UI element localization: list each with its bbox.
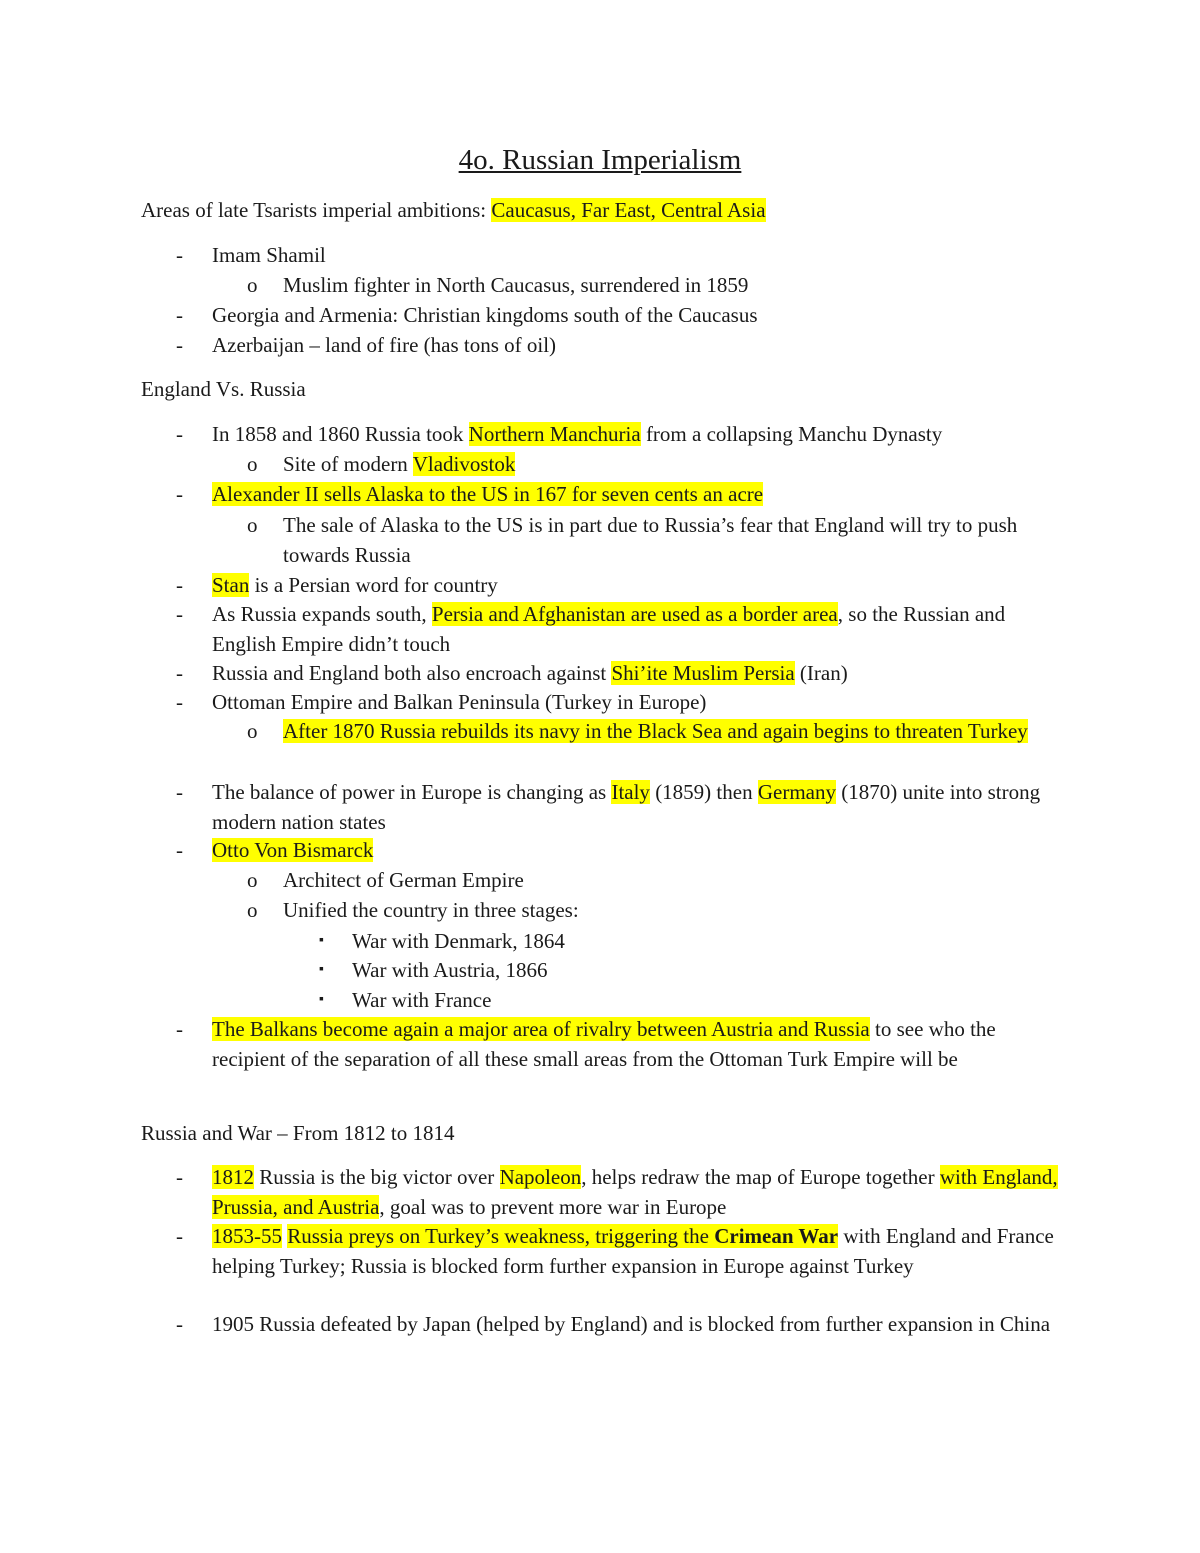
- text: , goal was to prevent more war in Europe: [379, 1195, 727, 1219]
- highlight: with England, Prussia, and Austria: [212, 1165, 1058, 1219]
- list-item: Azerbaijan – land of fire (has tons of oil): [212, 333, 557, 357]
- list-item: 1905 Russia defeated by Japan (helped by England) and is blocked from further expansion in China: [212, 1312, 1051, 1336]
- highlight: Northern Manchuria: [468, 422, 641, 446]
- list-item: [212, 1221, 1062, 1281]
- bullet-circle: o: [247, 452, 258, 476]
- bullet-dash: -: [176, 573, 183, 597]
- bullet-dash: -: [176, 661, 183, 685]
- list-item: Georgia and Armenia: Christian kingdoms south of the Caucasus: [212, 303, 758, 327]
- text: is a Persian word for country: [249, 573, 498, 597]
- bullet-dash: -: [176, 1165, 183, 1189]
- text: (1859) then: [649, 780, 758, 804]
- text: (1870) unite into strong modern nation states: [212, 780, 1041, 834]
- list-item: [212, 599, 1062, 659]
- text: to see who the recipient of the separation of all these small areas from the Ottoman Turk Empire will be: [212, 1017, 996, 1071]
- highlight: Russia preys on Turkey’s weakness, triggering the: [287, 1224, 715, 1248]
- bullet-circle: o: [247, 868, 258, 892]
- bullet-square: ▪: [319, 992, 324, 1007]
- highlight: Shi’ite Muslim Persia: [611, 661, 795, 685]
- text: , helps redraw the map of Europe together: [581, 1165, 940, 1189]
- bullet-dash: -: [176, 422, 183, 446]
- bullet-square: ▪: [319, 933, 324, 948]
- section-intro: [141, 195, 1081, 225]
- sub-list-item: Unified the country in three stages:: [283, 898, 579, 922]
- sub-list-item: The sale of Alaska to the US is in part due to Russia’s fear that England will try to push towards Russia: [283, 513, 1018, 567]
- list-item: [212, 1014, 1062, 1074]
- text: In 1858 and 1860 Russia took: [212, 422, 469, 446]
- section-heading: England Vs. Russia: [141, 377, 306, 401]
- text: with England and France helping Turkey; Russia is blocked form further expansion in Europe against Turkey: [212, 1224, 1054, 1278]
- section-heading: Russia and War – From 1812 to 1814: [141, 1121, 455, 1145]
- list-item: [212, 1162, 1062, 1222]
- sub-list-item: [283, 449, 1063, 479]
- list-item: Imam Shamil: [212, 243, 326, 267]
- highlight: Persia and Afghanistan are used as a border area: [431, 602, 838, 626]
- list-item: [212, 777, 1062, 837]
- highlight: Vladivostok: [412, 452, 516, 476]
- bullet-dash: -: [176, 333, 183, 357]
- intro-text: Areas of late Tsarists imperial ambitions:: [141, 198, 492, 222]
- sub-sub-list-item: War with Denmark, 1864: [352, 929, 565, 953]
- highlight: Stan: [212, 573, 250, 597]
- highlight: Napoleon: [499, 1165, 582, 1189]
- text: (Iran): [794, 661, 848, 685]
- text: Site of modern: [283, 452, 413, 476]
- bullet-dash: -: [176, 1224, 183, 1248]
- text: , so the Russian and English Empire didn’t touch: [212, 602, 1006, 656]
- highlight: The Balkans become again a major area of rivalry between Austria and Russia: [212, 1017, 870, 1041]
- list-item: [212, 479, 1062, 509]
- list-item: [212, 419, 1062, 449]
- bullet-circle: o: [247, 719, 258, 743]
- list-item: Ottoman Empire and Balkan Peninsula (Turkey in Europe): [212, 690, 707, 714]
- page-title: 4o. Russian Imperialism: [458, 144, 742, 176]
- sub-list-item: [283, 716, 1063, 746]
- highlight: Alexander II sells Alaska to the US in 167 for seven cents an acre: [212, 482, 764, 506]
- highlight: After 1870 Russia rebuilds its navy in the Black Sea and again begins to threaten Turkey: [283, 719, 1028, 743]
- bullet-dash: -: [176, 482, 183, 506]
- sub-list-item: Architect of German Empire: [283, 868, 524, 892]
- bullet-dash: -: [176, 1312, 183, 1336]
- list-item: [212, 658, 1062, 688]
- highlight-bold: Crimean War: [714, 1224, 839, 1248]
- text: As Russia expands south,: [212, 602, 432, 626]
- text: Russia and England both also encroach against: [212, 661, 612, 685]
- bullet-circle: o: [247, 513, 258, 537]
- sub-list-item: Muslim fighter in North Caucasus, surrendered in 1859: [283, 273, 749, 297]
- sub-sub-list-item: War with France: [352, 988, 492, 1012]
- list-item: [212, 570, 1062, 600]
- text: from a collapsing Manchu Dynasty: [640, 422, 943, 446]
- bullet-circle: o: [247, 273, 258, 297]
- text: Russia is the big victor over: [254, 1165, 500, 1189]
- bullet-dash: -: [176, 303, 183, 327]
- bullet-square: ▪: [319, 962, 324, 977]
- highlight: Italy: [611, 780, 650, 804]
- bullet-circle: o: [247, 898, 258, 922]
- list-item: [212, 835, 1062, 865]
- text: The balance of power in Europe is changing as: [212, 780, 612, 804]
- sub-sub-list-item: War with Austria, 1866: [352, 958, 548, 982]
- bullet-dash: -: [176, 1017, 183, 1041]
- intro-highlight: Caucasus, Far East, Central Asia: [491, 198, 766, 222]
- highlight: 1812: [212, 1165, 254, 1189]
- bullet-dash: -: [176, 602, 183, 626]
- bullet-dash: -: [176, 243, 183, 267]
- bullet-dash: -: [176, 690, 183, 714]
- bullet-dash: -: [176, 838, 183, 862]
- highlight: Germany: [757, 780, 836, 804]
- highlight: Otto Von Bismarck: [212, 838, 374, 862]
- bullet-dash: -: [176, 780, 183, 804]
- highlight: 1853-55: [212, 1224, 282, 1248]
